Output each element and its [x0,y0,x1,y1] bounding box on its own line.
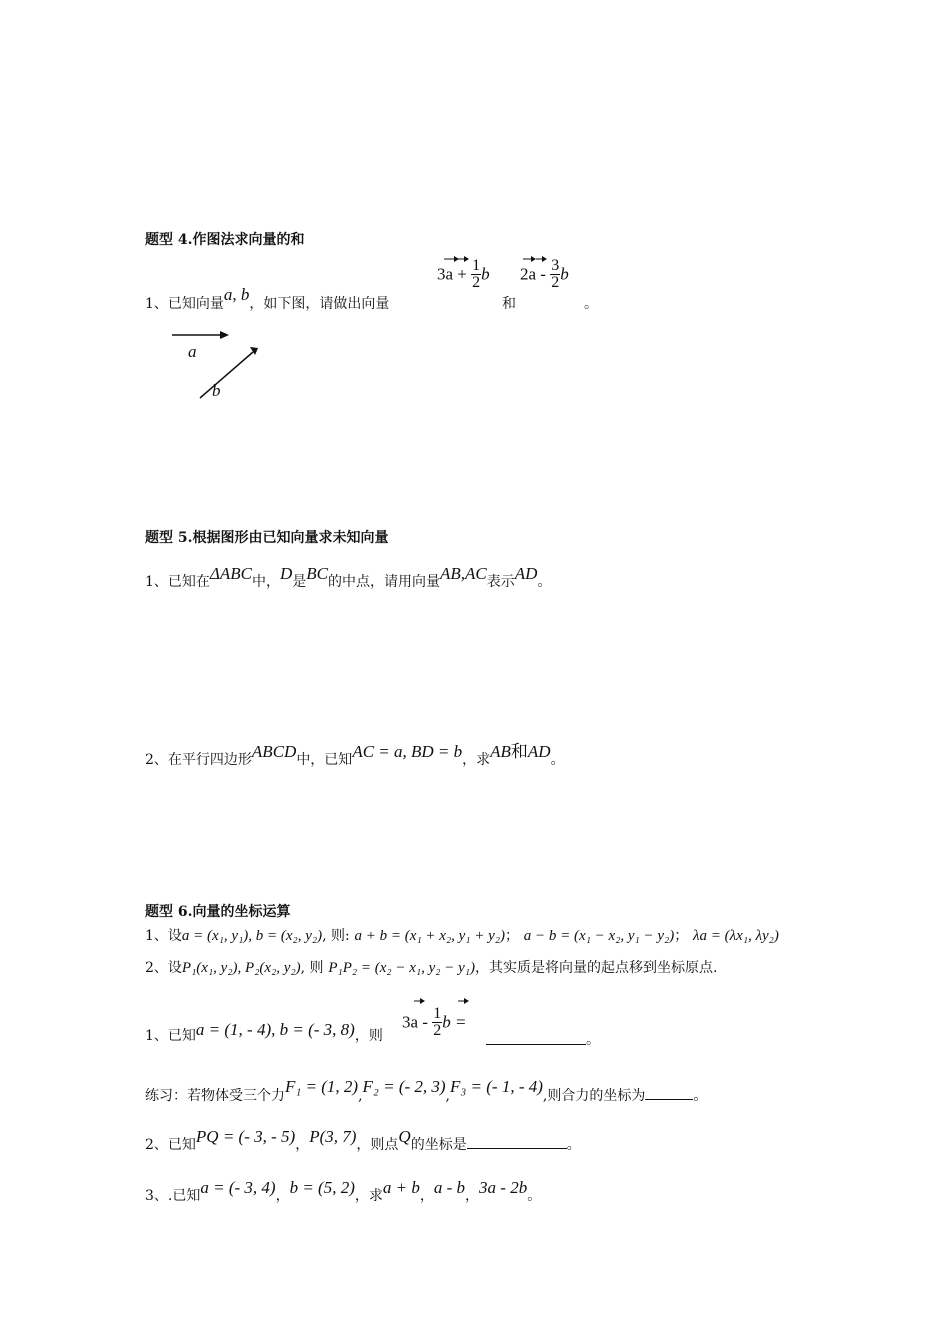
q5-1-vecs: AB,AC [440,564,487,583]
q6-3-sep2: ， [419,1188,434,1204]
q5-2-t2: ，求 [462,752,491,768]
q5-1-prefix: 1、已知在 [145,574,210,590]
practice-f1: F₁ = (1, 2) [285,1077,359,1096]
rule2-note: ，其实质是将向量的起点移到坐标原点. [474,960,718,976]
q5-1-end: 。 [537,574,552,590]
frac-den: 2 [433,1022,442,1039]
question-5-1 [145,564,552,590]
rule2-result: P₁P₂ = (x₂ − x₁, y₂ − y₁) [328,960,475,976]
q5-2-end: 。 [550,752,565,768]
practice-t1: ,则合力的坐标为 [542,1088,646,1104]
q6-1-given: a = (1, - 4), b = (- 3, 8) [195,1020,355,1039]
rule1-then: , 则: [322,928,350,944]
rule1-def: a = (x₁, y₁), b = (x₂, y₂) [181,928,323,944]
q6-3-end: 。 [527,1188,542,1204]
q6-1-vector-marks [410,995,470,1007]
q5-1-t4: 表示 [486,574,515,590]
q6-2-prefix: 2、已知 [145,1137,196,1153]
question-6-3 [145,1178,542,1204]
section-heading-5: 题型 5.根据图形由已知向量求未知向量 [145,530,389,546]
q6-3-sep3: ， [465,1188,480,1204]
frac-num: 1 [472,257,481,274]
q6-1-expr-lead: 3a - [402,1012,433,1032]
practice-answer-blank[interactable] [645,1085,693,1100]
q6-3-given2: b = (5, 2) [289,1178,355,1197]
practice-f2: F₂ = (- 2, 3) [362,1077,446,1096]
section-heading-4: 题型 4.作图法求向量的和 [145,232,305,248]
q6-1-frac [432,1006,442,1039]
q6-2-point: Q [398,1127,411,1146]
q6-2-given2: P(3, 7) [309,1127,357,1146]
q4-1-end: 。 [584,296,598,312]
q4-1-vars: a, b [223,285,250,304]
q6-2-t1: ，则点 [356,1137,399,1153]
rule1-sum: a + b = (x₁ + x₂, y₁ + y₂) [354,928,506,944]
question-6-1 [145,1020,383,1044]
practice-question [145,1077,708,1104]
rule1-diff: a − b = (x₁ − x₂, y₁ − y₂) [523,928,675,944]
q5-1-point: D [280,564,293,583]
practice-f3: F₃ = (- 1, - 4) [450,1077,543,1096]
q5-1-t3: 的中点，请用向量 [328,574,441,590]
q5-2-shape: ABCD [251,742,297,761]
frac-den: 2 [472,274,481,291]
rule2-prefix: 2、设 [145,960,182,976]
q5-2-prefix: 2、在平行四边形 [145,752,252,768]
q5-1-seg: BC [306,564,329,583]
q6-1-expr [402,1006,466,1039]
rule1-sep2: ； [674,928,689,944]
q6-2-sep: ， [295,1137,310,1153]
q6-2-answer-blank[interactable] [467,1134,567,1149]
q6-3-ask2: a - b [433,1178,466,1197]
rule1-prefix: 1、设 [145,928,182,944]
q6-3-given1: a = (- 3, 4) [200,1178,276,1197]
q4-1-expr2-lead: 2a - [520,264,551,284]
section-heading-6: 题型 6.向量的坐标运算 [145,904,291,920]
rule2-def: P₁(x₁, y₂), P₂(x₂, y₂) [181,960,301,976]
practice-sep2: , [445,1088,450,1104]
q6-1-expr-tail: b = [442,1012,467,1032]
q5-1-t2: 是 [292,574,307,590]
practice-sep1: , [358,1088,363,1104]
q6-2-given1: PQ = (- 3, - 5) [195,1127,296,1146]
q6-1-prefix: 1、已知 [145,1028,196,1044]
q5-2-find1: AB [490,742,511,761]
frac-den: 2 [551,274,560,291]
q4-1-prefix: 1、已知向量 [145,296,224,312]
practice-end: 。 [693,1088,708,1104]
question-5-2 [145,737,565,768]
q4-1-expr2-tail: b [560,264,569,284]
q6-3-t1: ，求 [354,1188,383,1204]
vector-arrow-marks [440,253,600,265]
q5-1-target: AD [514,564,538,583]
q6-2-t2: 的坐标是 [410,1137,467,1153]
q5-2-and: 和 [510,742,528,761]
q4-1-and: 和 [502,296,516,312]
q4-1-expr1-lead: 3a + [437,264,472,284]
q6-2-end: 。 [566,1137,581,1153]
q6-3-ask3: 3a - 2b [479,1178,528,1197]
q6-1-answer-blank[interactable] [486,1030,586,1045]
q5-1-triangle: ΔABC [209,564,253,583]
q6-1-t1: ，则 [354,1028,383,1044]
frac-num: 3 [551,257,560,274]
q5-2-find2: AD [527,742,551,761]
vector-b-arrow [200,352,253,398]
frac-num: 1 [433,1005,442,1022]
rule-6-1 [145,925,779,945]
practice-prefix: 练习：若物体受三个力 [145,1088,285,1104]
vector-a-label: a [188,342,197,361]
rule-6-2 [145,957,717,977]
q4-1-expr1-tail: b [481,264,490,284]
q5-1-t1: 中， [252,574,281,590]
q5-2-given: AC = a, BD = b [352,742,463,761]
question-4-1 [145,261,389,321]
q6-3-prefix: 3、.已知 [145,1188,201,1204]
rule1-sep1: ； [505,928,520,944]
q6-3-sep1: ， [275,1188,290,1204]
rule2-then: , 则 [300,960,324,976]
vector-b-label: b [212,381,221,400]
rule1-scalar: λa = (λx₁, λy₂) [693,928,779,944]
vector-a-arrowhead [220,331,229,339]
question-6-2 [145,1127,581,1153]
q6-1-end: 。 [586,1032,600,1048]
q6-3-ask1: a + b [382,1178,420,1197]
q5-2-t1: 中，已知 [296,752,353,768]
q4-1-middle: ，如下图，请做出向量 [249,296,390,312]
